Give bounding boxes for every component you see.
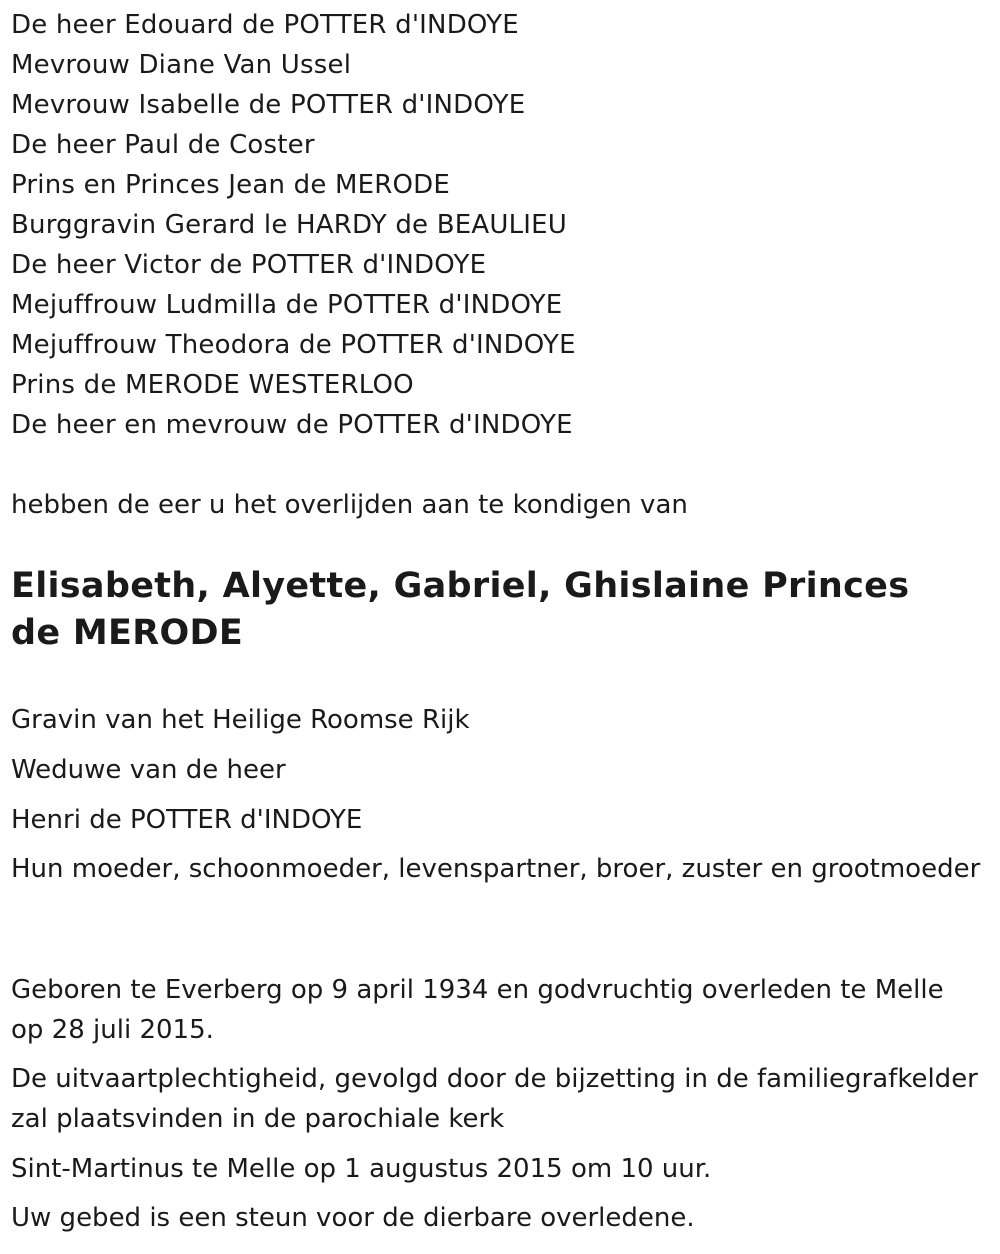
detail-birth-death: Geboren te Everberg op 9 april 1934 en godvruchtig overleden te Melle op 28 juli 2015. <box>11 975 944 1045</box>
family-member: Mevrouw Isabelle de POTTER d'INDOYE <box>11 90 526 120</box>
family-member: Mejuffrouw Theodora de POTTER d'INDOYE <box>11 330 576 360</box>
family-member: Mejuffrouw Ludmilla de POTTER d'INDOYE <box>11 290 563 320</box>
family-member: Mevrouw Diane Van Ussel <box>11 50 352 80</box>
family-member: De heer Paul de Coster <box>11 130 315 160</box>
deceased-name: Elisabeth, Alyette, Gabriel, Ghislaine Princes de MERODE <box>11 566 910 653</box>
detail-title: Gravin van het Heilige Roomse Rijk <box>11 705 470 735</box>
family-member: De heer en mevrouw de POTTER d'INDOYE <box>11 410 573 440</box>
detail-prayer: Uw gebed is een steun voor de dierbare overledene. <box>11 1203 695 1233</box>
detail-spouse-name: Henri de POTTER d'INDOYE <box>11 805 363 835</box>
detail-funeral-date: Sint-Martinus te Melle op 1 augustus 2015 om 10 uur. <box>11 1154 712 1184</box>
family-member: De heer Victor de POTTER d'INDOYE <box>11 250 487 280</box>
announcement-intro: hebben de eer u het overlijden aan te kondigen van <box>11 490 688 520</box>
family-member: Prins de MERODE WESTERLOO <box>11 370 414 400</box>
detail-funeral: De uitvaartplechtigheid, gevolgd door de bijzetting in de familiegrafkelder zal plaatsvinden in de parochiale kerk <box>11 1064 978 1134</box>
detail-relations: Hun moeder, schoonmoeder, levenspartner, broer, zuster en grootmoeder <box>11 854 981 884</box>
family-member: Burggravin Gerard le HARDY de BEAULIEU <box>11 210 567 240</box>
family-list <box>11 5 576 445</box>
detail-widow: Weduwe van de heer <box>11 755 286 785</box>
family-member: De heer Edouard de POTTER d'INDOYE <box>11 10 519 40</box>
family-member: Prins en Princes Jean de MERODE <box>11 170 451 200</box>
